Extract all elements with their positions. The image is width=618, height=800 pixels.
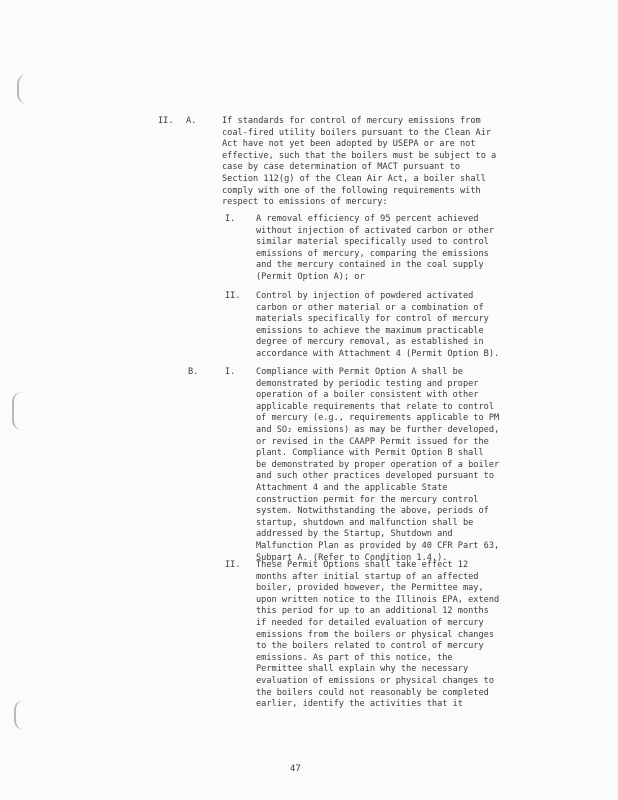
text-line: system. Notwithstanding the above, periods of: [256, 506, 489, 517]
text-line: to the boilers related to control of mercury: [256, 641, 484, 652]
text-line: Compliance with Permit Option A shall be: [256, 367, 463, 377]
text-line: emissions. As part of this notice, the: [256, 652, 453, 663]
text-line: similar material specifically used to control: [256, 237, 489, 248]
text-line: carbon or other material or a combination of: [256, 302, 484, 313]
text-line: operation of a boiler consistent with other: [256, 390, 479, 401]
item-b-i-text: [256, 367, 532, 564]
item-b-ii-text: [256, 560, 532, 711]
text-line: Act have not yet been adopted by USEPA or are not: [222, 139, 476, 150]
item-b-i-label: I.: [225, 367, 236, 377]
item-a-i-label: I.: [225, 214, 236, 224]
text-line: addressed by the Startup, Shutdown and: [256, 529, 453, 540]
text-line: startup, shutdown and malfunction shall be: [256, 517, 474, 528]
text-line: and the mercury contained in the coal supply: [256, 260, 484, 271]
page-number: 47: [290, 764, 301, 774]
item-a-i-text: [256, 214, 532, 284]
section-number: II.: [158, 116, 174, 126]
text-line: emissions to achieve the maximum practicable: [256, 325, 484, 336]
text-line: and such other practices developed pursuant to: [256, 471, 494, 482]
text-line: These Permit Options shall take effect 12: [256, 560, 469, 570]
punch-hole-mark: [14, 700, 24, 730]
text-line: respect to emissions of mercury:: [222, 197, 388, 208]
text-line: upon written notice to the Illinois EPA, extend: [256, 594, 500, 605]
text-line: and SO₂ emissions) as may be further developed,: [256, 424, 500, 435]
item-b-ii-label: II.: [225, 560, 241, 570]
punch-hole-mark: [17, 74, 27, 104]
text-line: comply with one of the following requirements with: [222, 185, 481, 196]
subsection-a-label: A.: [186, 116, 197, 126]
text-line: Control by injection of powdered activated: [256, 291, 474, 301]
text-line: construction permit for the mercury control: [256, 494, 479, 505]
text-line: if needed for detailed evaluation of mercury: [256, 617, 484, 628]
text-line: materials specifically for control of mercury: [256, 314, 489, 325]
text-line: or revised in the CAAPP Permit issued for the: [256, 436, 489, 447]
text-line: coal-fired utility boilers pursuant to the Clean Air: [222, 127, 492, 138]
text-line: months after initial startup of an affected: [256, 571, 479, 582]
text-line: the boilers could not reasonably be completed: [256, 687, 489, 698]
text-line: Permittee shall explain why the necessary: [256, 664, 469, 675]
text-line: of mercury (e.g., requirements applicable to PM: [256, 413, 500, 424]
punch-hole-mark: [12, 392, 22, 430]
text-line: Subpart A. (Refer to Condition 1.4.).: [256, 552, 448, 563]
text-line: emissions of mercury, comparing the emissions: [256, 248, 489, 259]
text-line: demonstrated by periodic testing and proper: [256, 378, 479, 389]
text-line: A removal efficiency of 95 percent achieved: [256, 214, 479, 224]
text-line: accordance with Attachment 4 (Permit Option B).: [256, 348, 500, 359]
item-a-ii-label: II.: [225, 291, 241, 301]
text-line: degree of mercury removal, as established in: [256, 337, 484, 348]
text-line: earlier, identify the activities that it: [256, 699, 463, 710]
subsection-b-label: B.: [188, 367, 199, 377]
text-line: be demonstrated by proper operation of a boiler: [256, 459, 500, 470]
text-line: case by case determination of MACT pursuant to: [222, 162, 460, 173]
text-line: Malfunction Plan as provided by 40 CFR Part 63,: [256, 540, 500, 551]
text-line: effective, such that the boilers must be subject to a: [222, 150, 497, 161]
text-line: without injection of activated carbon or other: [256, 225, 494, 236]
text-line: emissions from the boilers or physical changes: [256, 629, 494, 640]
text-line: Attachment 4 and the applicable State: [256, 482, 448, 493]
item-a-ii-text: [256, 291, 532, 361]
subsection-a-text: [222, 116, 534, 209]
text-line: (Permit Option A); or: [256, 271, 365, 282]
text-line: evaluation of emissions or physical changes to: [256, 675, 494, 686]
text-line: this period for up to an additional 12 months: [256, 606, 489, 617]
text-line: plant. Compliance with Permit Option B shall: [256, 448, 484, 459]
text-line: boiler, provided however, the Permittee may,: [256, 583, 484, 594]
text-line: If standards for control of mercury emissions from: [222, 116, 481, 126]
text-line: Section 112(g) of the Clean Air Act, a boiler shall: [222, 173, 486, 184]
text-line: applicable requirements that relate to control: [256, 401, 494, 412]
